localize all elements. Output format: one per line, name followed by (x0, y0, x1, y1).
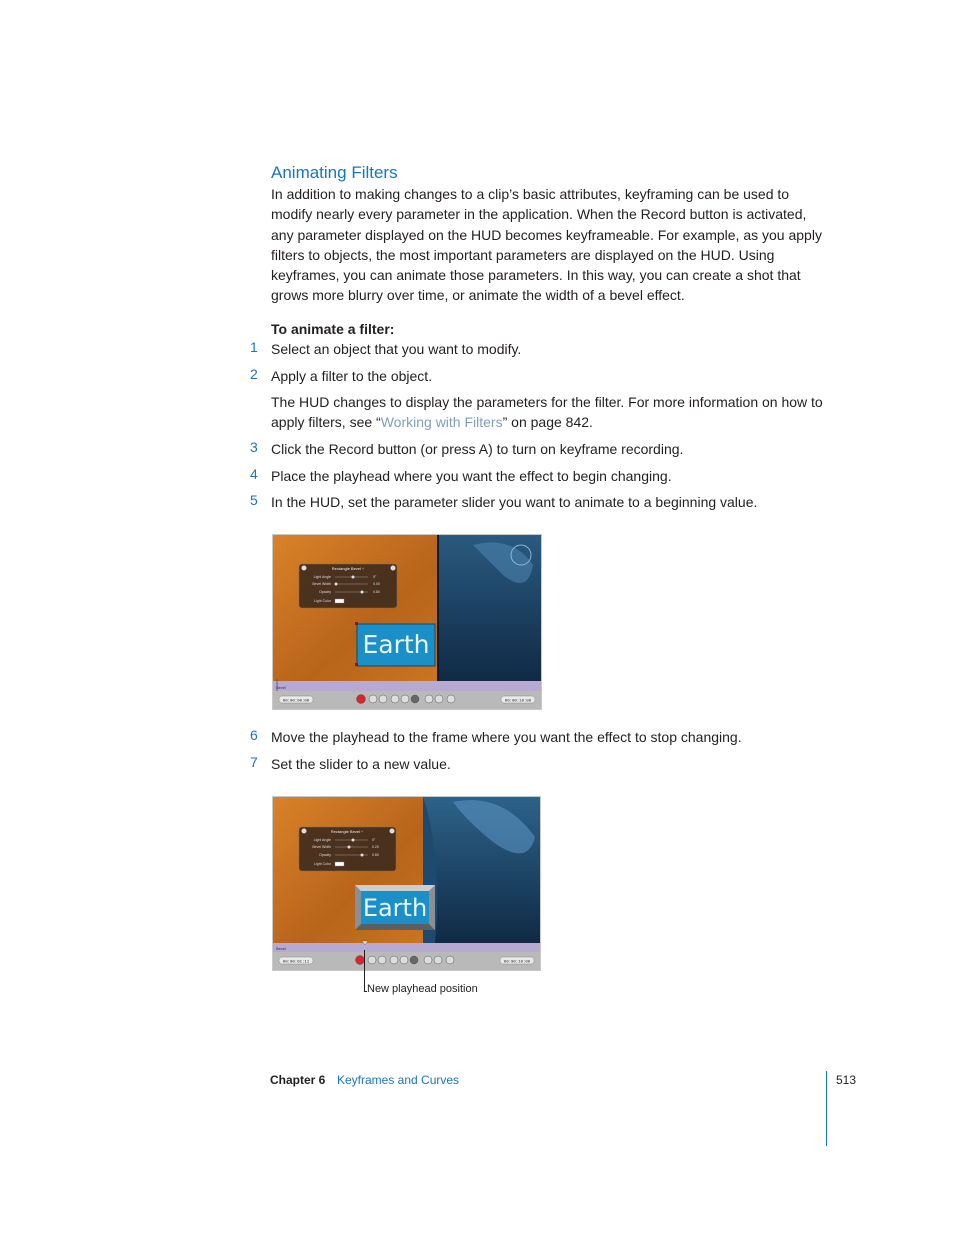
hud-info-icon[interactable] (391, 566, 396, 571)
hud-param-label: Light Color (314, 599, 331, 603)
mini-timeline[interactable] (273, 943, 540, 952)
step-number: 4 (250, 466, 258, 482)
previous-frame-button[interactable] (378, 956, 386, 964)
audio-button[interactable] (447, 695, 455, 703)
hud-param-value: 0.80 (373, 590, 380, 594)
footer-chapter-title[interactable]: Keyframes and Curves (337, 1073, 460, 1087)
mark-in-button[interactable] (424, 956, 432, 964)
mark-out-button[interactable] (434, 956, 442, 964)
callout-caption: New playhead position (367, 983, 478, 995)
hud-param-value: 0.80 (372, 853, 379, 857)
hud-param-label: Bevel Width (312, 582, 331, 586)
footer-rule (826, 1071, 827, 1146)
hud-slider-knob[interactable] (335, 583, 338, 586)
step-number: 1 (250, 339, 258, 355)
step-text: Apply a filter to the object. (271, 368, 433, 384)
timecode-value: 00:00:00:00 (282, 699, 310, 704)
hud-info-icon[interactable] (390, 829, 395, 834)
step-text: Place the playhead where you want the effect to begin changing. (271, 468, 672, 484)
hud-param-value: 0.20 (372, 845, 379, 849)
audio-button[interactable] (446, 956, 454, 964)
hud-color-swatch[interactable] (335, 599, 344, 603)
duration-value: 00:00:10:00 (504, 699, 532, 704)
screenshot-hud-start (272, 534, 542, 710)
frame-divider (437, 535, 439, 681)
hud-slider-knob[interactable] (361, 591, 364, 594)
earth-title-text: Earth (362, 894, 428, 922)
canvas-illustration (273, 535, 541, 709)
hud-slider-knob[interactable] (348, 846, 351, 849)
hud-param-value: 0° (373, 575, 377, 579)
mark-in-button[interactable] (425, 695, 433, 703)
step-text: Click the Record button (or press A) to turn on keyframe recording. (271, 441, 684, 457)
callout-line (364, 950, 365, 992)
hud-param-label: Light Color (314, 862, 331, 866)
hud-color-swatch[interactable] (335, 862, 344, 866)
previous-frame-button[interactable] (379, 695, 387, 703)
go-to-start-button[interactable] (369, 695, 377, 703)
step-text: In the HUD, set the parameter slider you want to animate to a beginning value. (271, 494, 758, 510)
hud-slider-knob[interactable] (352, 839, 355, 842)
hud-param-label: Opacity (319, 853, 331, 857)
step-text: Set the slider to a new value. (271, 756, 451, 772)
next-frame-button[interactable] (400, 956, 408, 964)
step-number: 5 (250, 492, 258, 508)
go-to-start-button[interactable] (368, 956, 376, 964)
selection-handle[interactable] (355, 622, 358, 625)
intro-paragraph: In addition to making changes to a clip’s basic attributes, keyframing can be used to modify nearly every parameter in the application. When the Record button is activated, any parameter displayed on the HUD becomes keyframeable. For example, as you apply filters to objects, the most important parameters are displayed on the HUD. Using keyframes, you can animate those parameters. In this way, you can create a shot that grows more blurry over time, or animate the width of a bevel effect. (271, 186, 822, 304)
step-number: 6 (250, 727, 258, 743)
step-note (271, 392, 831, 433)
mini-timeline[interactable] (273, 681, 541, 691)
hud-slider-knob[interactable] (352, 576, 355, 579)
bevel-bottom (355, 924, 435, 930)
record-button[interactable] (357, 695, 366, 704)
hud-param-value: 0.00 (373, 582, 380, 586)
page-number: 513 (836, 1073, 857, 1087)
loop-button[interactable] (411, 695, 419, 703)
mark-out-button[interactable] (435, 695, 443, 703)
screenshot-hud-end (272, 796, 541, 971)
step-text: Move the playhead to the frame where you want the effect to stop changing. (271, 729, 742, 745)
hud-slider-knob[interactable] (361, 854, 364, 857)
hud-param-value: 0° (372, 838, 376, 842)
selection-handle[interactable] (355, 663, 358, 666)
hud-param-label: Light Angle (313, 575, 331, 579)
timeline-label: Bevel (276, 685, 287, 690)
hud-close-icon[interactable] (302, 566, 307, 571)
bevel-top (355, 885, 435, 891)
step-number: 7 (250, 754, 258, 770)
loop-button[interactable] (410, 956, 418, 964)
note-text-after: ” on page 842. (502, 414, 593, 431)
next-frame-button[interactable] (401, 695, 409, 703)
canvas-illustration (273, 797, 540, 970)
hud-title: Rectangle Bevel ÷ (331, 566, 365, 571)
hud-title: Rectangle Bevel ÷ (330, 829, 364, 834)
earth-title-text: Earth (362, 630, 430, 659)
footer-chapter: Chapter 6 (270, 1073, 326, 1087)
play-button[interactable] (391, 695, 399, 703)
step-number: 2 (250, 366, 258, 382)
working-with-filters-link[interactable]: Working with Filters (380, 414, 503, 431)
hud-close-icon[interactable] (302, 829, 307, 834)
timecode-value: 00:00:01:11 (282, 960, 310, 965)
note-text-before: The HUD changes to display the parameters for the filter. For more information on how to apply filters, see “ (271, 394, 823, 431)
play-button[interactable] (390, 956, 398, 964)
task-subheading: To animate a filter: (271, 321, 395, 337)
timeline-label: Bevel (276, 946, 287, 951)
step-number: 3 (250, 439, 258, 455)
hud-param-label: Opacity (319, 590, 331, 594)
hud-param-label: Light Angle (313, 838, 331, 842)
step-text: Select an object that you want to modify. (271, 341, 522, 357)
hud-param-label: Bevel Width (312, 845, 331, 849)
duration-value: 00:00:10:00 (503, 960, 531, 965)
section-heading: Animating Filters (271, 163, 398, 182)
